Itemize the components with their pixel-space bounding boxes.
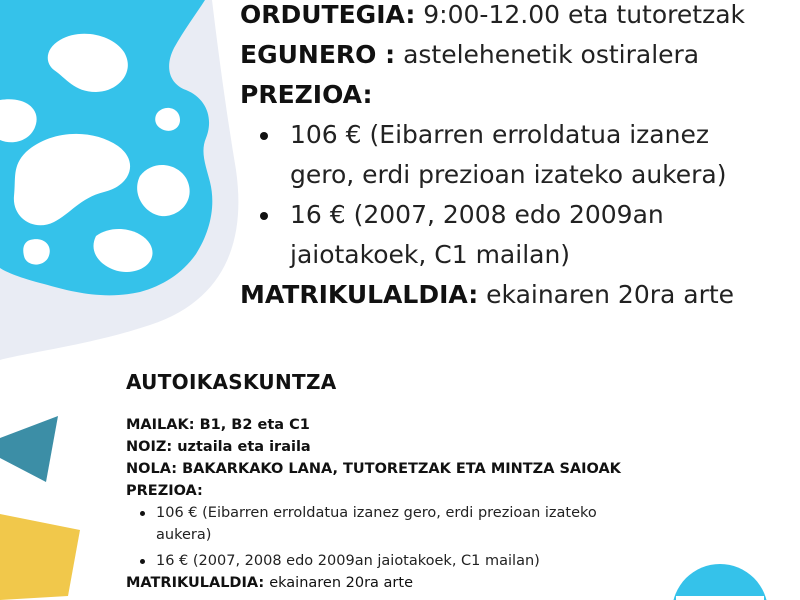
price-item	[156, 550, 746, 572]
egunero-value: astelehenetik ostiralera	[403, 40, 700, 69]
mailak-row	[126, 414, 746, 436]
matrikulaldia-row	[240, 275, 800, 315]
matrikulaldia-label: MATRIKULALDIA:	[240, 280, 479, 309]
autoikaskuntza-section	[126, 370, 746, 594]
price-item-line: 16 € (2007, 2008 edo 2009an jaiotakoek, C1 mailan)	[156, 553, 540, 569]
prezioa-label-small: PREZIOA:	[126, 483, 203, 499]
teal-triangle-shape	[0, 416, 58, 482]
price-item-line: 106 € (Eibarren erroldatua izanez	[290, 120, 709, 149]
ordutegia-value: 9:00-12.00 eta tutoretzak	[423, 0, 745, 29]
matrikulaldia-row-small	[126, 572, 746, 594]
prezioa-row-small	[126, 480, 746, 502]
price-item-line: jaiotakoek, C1 mailan)	[290, 240, 571, 269]
ordutegia-row	[240, 0, 800, 35]
noiz-row	[126, 436, 746, 458]
noiz-value: uztaila eta iraila	[177, 439, 311, 455]
price-item-line: gero, erdi prezioan izateko aukera)	[290, 160, 727, 189]
price-item	[278, 195, 800, 275]
yellow-shape	[0, 514, 80, 600]
price-item-line: 106 € (Eibarren erroldatua izanez gero, erdi prezioan izateko	[156, 505, 597, 521]
matrikulaldia-label-small: MATRIKULALDIA:	[126, 575, 265, 591]
matrikulaldia-value: ekainaren 20ra arte	[486, 280, 735, 309]
price-list-small	[126, 502, 746, 572]
main-schedule-block	[240, 0, 800, 315]
price-item	[278, 115, 800, 195]
nola-value: BAKARKAKO LANA, TUTORETZAK ETA MINTZA SAIOAK	[182, 461, 621, 477]
mailak-value: B1, B2 eta C1	[199, 417, 310, 433]
prezioa-label: PREZIOA:	[240, 80, 373, 109]
prezioa-row	[240, 75, 800, 115]
mailak-label: MAILAK:	[126, 417, 195, 433]
nola-row	[126, 458, 746, 480]
price-item	[156, 502, 746, 546]
section-heading: AUTOIKASKUNTZA	[126, 370, 337, 394]
ordutegia-label: ORDUTEGIA:	[240, 0, 416, 29]
egunero-label: EGUNERO :	[240, 40, 396, 69]
noiz-label: NOIZ:	[126, 439, 173, 455]
matrikulaldia-value-small: ekainaren 20ra arte	[269, 575, 413, 591]
nola-label: NOLA:	[126, 461, 177, 477]
price-item-line: 16 € (2007, 2008 edo 2009an	[290, 200, 664, 229]
egunero-row	[240, 35, 800, 75]
price-list	[240, 115, 800, 275]
price-item-line: aukera)	[156, 527, 212, 543]
